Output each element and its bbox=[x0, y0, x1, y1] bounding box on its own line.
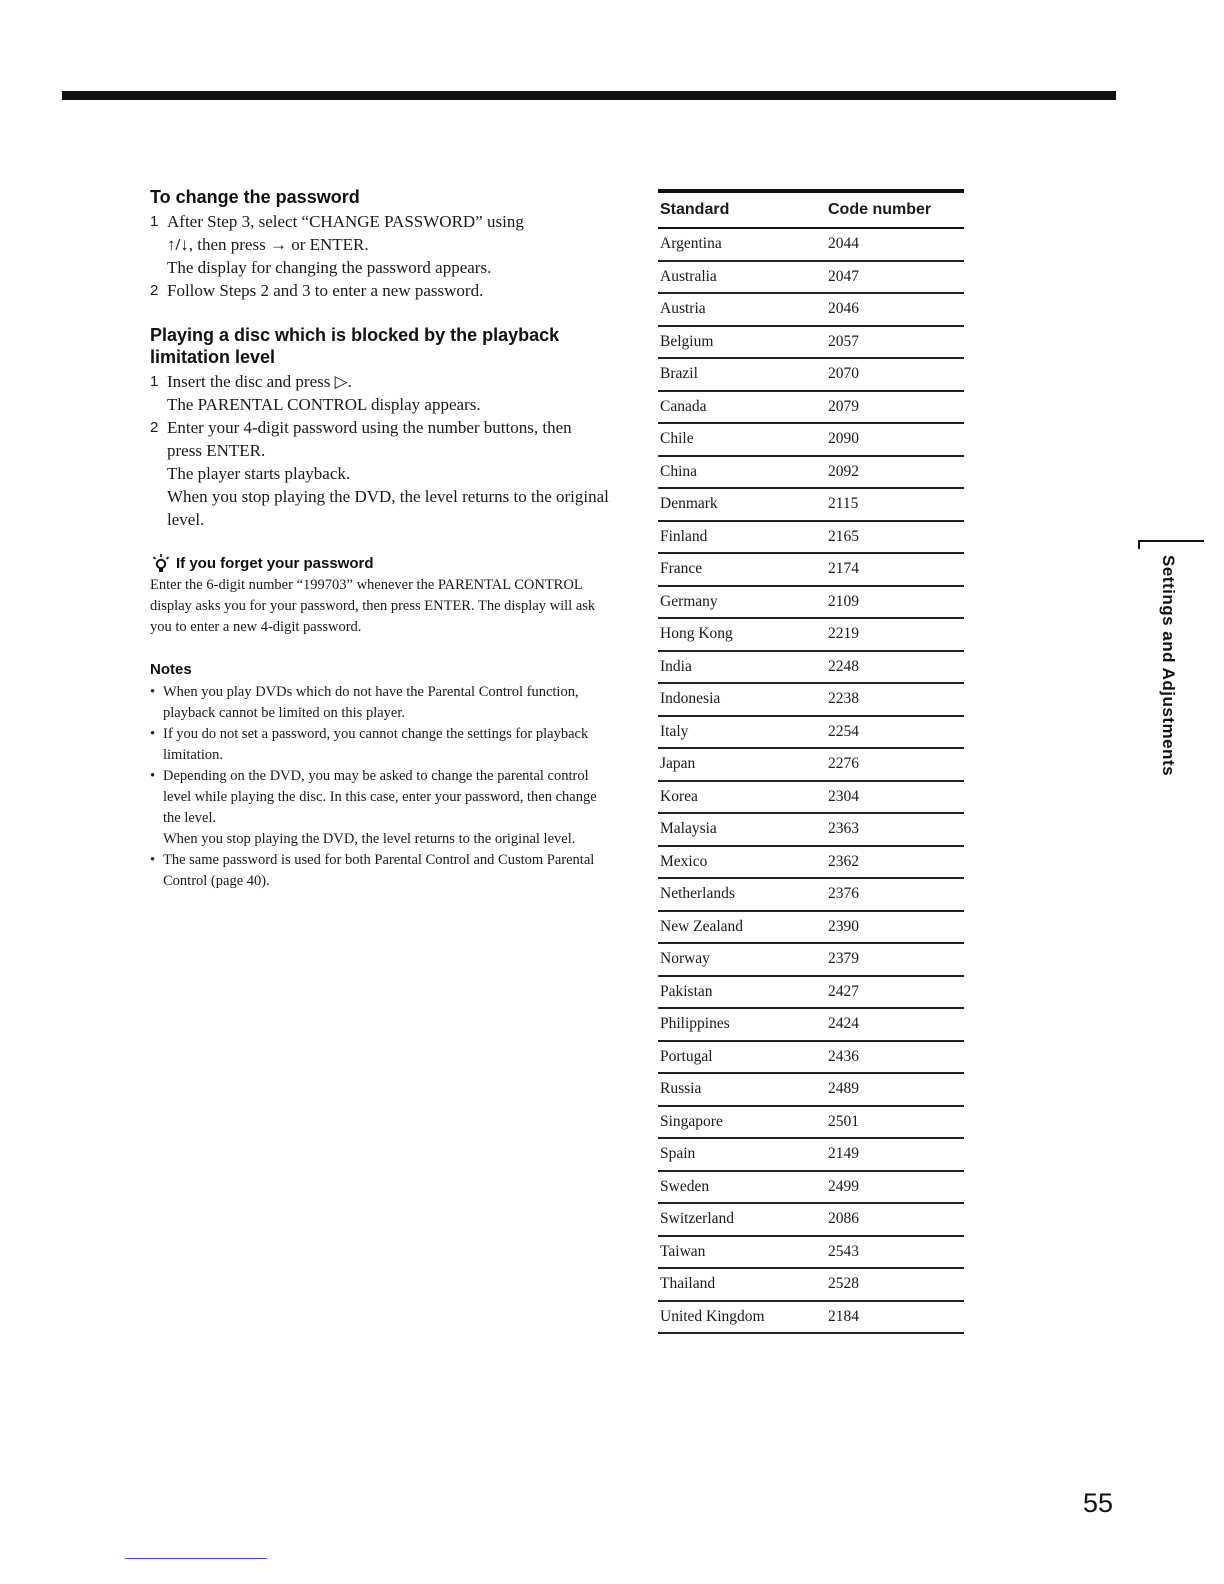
code-cell: 2070 bbox=[826, 358, 964, 391]
table-row bbox=[658, 423, 964, 456]
country-cell: Netherlands bbox=[658, 878, 826, 911]
code-cell: 2276 bbox=[826, 748, 964, 781]
right-arrow-icon: → bbox=[269, 235, 287, 254]
table-row bbox=[658, 846, 964, 879]
tip-title: If you forget your password bbox=[176, 555, 374, 572]
code-cell: 2046 bbox=[826, 293, 964, 326]
code-cell: 2501 bbox=[826, 1106, 964, 1139]
code-cell: 2238 bbox=[826, 683, 964, 716]
table-row bbox=[658, 293, 964, 326]
country-cell: Belgium bbox=[658, 326, 826, 359]
table-row bbox=[658, 521, 964, 554]
code-cell: 2379 bbox=[826, 943, 964, 976]
table-row bbox=[658, 618, 964, 651]
code-cell: 2248 bbox=[826, 651, 964, 684]
country-cell: Mexico bbox=[658, 846, 826, 879]
playing-blocked-step-2 bbox=[150, 416, 610, 531]
country-cell: Malaysia bbox=[658, 813, 826, 846]
code-cell: 2086 bbox=[826, 1203, 964, 1236]
table-row bbox=[658, 1236, 964, 1269]
table-row bbox=[658, 748, 964, 781]
table-row bbox=[658, 911, 964, 944]
country-cell: Italy bbox=[658, 716, 826, 749]
code-cell: 2092 bbox=[826, 456, 964, 489]
code-cell: 2174 bbox=[826, 553, 964, 586]
playing-blocked-title: Playing a disc which is blocked by the playback limitation level bbox=[150, 325, 560, 367]
country-cell: France bbox=[658, 553, 826, 586]
step-result: The display for changing the password appears. bbox=[167, 258, 492, 277]
country-cell: Pakistan bbox=[658, 976, 826, 1009]
country-cell: Denmark bbox=[658, 488, 826, 521]
tip-heading bbox=[150, 553, 610, 575]
tip-text: Enter the 6-digit number “199703” whenever the PARENTAL CONTROL display asks you for your password, then press ENTER. The display will ask you to enter a new 4-digit password. bbox=[150, 577, 596, 635]
table-row bbox=[658, 1301, 964, 1334]
code-cell: 2090 bbox=[826, 423, 964, 456]
country-cell: Canada bbox=[658, 391, 826, 424]
table-row bbox=[658, 683, 964, 716]
left-column bbox=[150, 186, 610, 892]
note-item: When you stop playing the DVD, the level returns to the original level. bbox=[163, 831, 576, 847]
code-cell: 2489 bbox=[826, 1073, 964, 1106]
step-text: Follow Steps 2 and 3 to enter a new password. bbox=[167, 281, 484, 300]
code-cell: 2436 bbox=[826, 1041, 964, 1074]
step-number: 1 bbox=[150, 213, 159, 230]
code-cell: 2219 bbox=[826, 618, 964, 651]
table-row bbox=[658, 261, 964, 294]
code-cell: 2149 bbox=[826, 1138, 964, 1171]
code-cell: 2528 bbox=[826, 1268, 964, 1301]
country-cell: United Kingdom bbox=[658, 1301, 826, 1334]
note-item: • If you do not set a password, you cannot change the settings for playback limitation. bbox=[150, 724, 610, 766]
step-number: 1 bbox=[150, 373, 159, 390]
code-cell: 2362 bbox=[826, 846, 964, 879]
table-row bbox=[658, 1073, 964, 1106]
step-text: Enter your 4-digit password using the number buttons, then press ENTER. bbox=[167, 418, 572, 460]
step-result: The PARENTAL CONTROL display appears. bbox=[167, 395, 481, 414]
up-down-arrows-icon: ↑/↓ bbox=[167, 235, 189, 254]
note-item: • When you play DVDs which do not have the Parental Control function, playback cannot be limited on this player. bbox=[150, 682, 610, 724]
header-standard: Standard bbox=[658, 191, 826, 228]
country-cell: Taiwan bbox=[658, 1236, 826, 1269]
change-password-step-2 bbox=[150, 279, 610, 302]
table-row bbox=[658, 1268, 964, 1301]
note-item: • Depending on the DVD, you may be asked to change the parental control level while playing the disc. In this case, enter your password, then change the level. bbox=[150, 766, 610, 829]
code-cell: 2109 bbox=[826, 586, 964, 619]
playing-blocked-steps bbox=[150, 370, 610, 531]
country-cell: Germany bbox=[658, 586, 826, 619]
note-item: • The same password is used for both Parental Control and Custom Parental Control (page 40). bbox=[150, 850, 610, 892]
country-cell: Spain bbox=[658, 1138, 826, 1171]
table-row bbox=[658, 488, 964, 521]
playing-blocked-step-1 bbox=[150, 370, 610, 416]
top-rule bbox=[62, 91, 1116, 100]
table-row bbox=[658, 586, 964, 619]
country-cell: Argentina bbox=[658, 228, 826, 261]
change-password-title: To change the password bbox=[150, 187, 360, 207]
table-row bbox=[658, 391, 964, 424]
country-cell: Indonesia bbox=[658, 683, 826, 716]
table-row bbox=[658, 1171, 964, 1204]
table-row bbox=[658, 716, 964, 749]
section-tab-marker bbox=[1138, 540, 1204, 542]
table-row bbox=[658, 781, 964, 814]
step-number: 2 bbox=[150, 282, 159, 299]
notes-list bbox=[150, 682, 610, 892]
table-row bbox=[658, 651, 964, 684]
country-cell: Thailand bbox=[658, 1268, 826, 1301]
table-row bbox=[658, 456, 964, 489]
table-row bbox=[658, 976, 964, 1009]
table-row bbox=[658, 1008, 964, 1041]
country-cell: India bbox=[658, 651, 826, 684]
country-cell: Austria bbox=[658, 293, 826, 326]
table-row bbox=[658, 326, 964, 359]
table-body bbox=[658, 228, 964, 1333]
bottom-rule bbox=[125, 1558, 267, 1559]
step-text: After Step 3, select “CHANGE PASSWORD” using bbox=[167, 212, 524, 231]
country-cell: China bbox=[658, 456, 826, 489]
country-cell: Norway bbox=[658, 943, 826, 976]
table-row bbox=[658, 1106, 964, 1139]
country-cell: Japan bbox=[658, 748, 826, 781]
code-cell: 2304 bbox=[826, 781, 964, 814]
code-cell: 2390 bbox=[826, 911, 964, 944]
code-cell: 2363 bbox=[826, 813, 964, 846]
country-cell: Philippines bbox=[658, 1008, 826, 1041]
code-cell: 2254 bbox=[826, 716, 964, 749]
step-note: When you stop playing the DVD, the level returns to the original level. bbox=[167, 487, 609, 529]
code-cell: 2499 bbox=[826, 1171, 964, 1204]
section-side-label: Settings and Adjustments bbox=[1159, 555, 1178, 777]
code-cell: 2057 bbox=[826, 326, 964, 359]
page-number: 55 bbox=[1083, 1488, 1114, 1518]
code-cell: 2184 bbox=[826, 1301, 964, 1334]
notes-title: Notes bbox=[150, 661, 192, 678]
country-cell: Sweden bbox=[658, 1171, 826, 1204]
country-cell: Chile bbox=[658, 423, 826, 456]
country-cell: Switzerland bbox=[658, 1203, 826, 1236]
country-cell: Russia bbox=[658, 1073, 826, 1106]
code-cell: 2376 bbox=[826, 878, 964, 911]
country-cell: Portugal bbox=[658, 1041, 826, 1074]
lightbulb-hint-icon bbox=[150, 553, 172, 575]
step-text-line: ↑/↓, then press → or ENTER. bbox=[167, 235, 369, 254]
table-row bbox=[658, 943, 964, 976]
code-cell: 2427 bbox=[826, 976, 964, 1009]
table-row bbox=[658, 1041, 964, 1074]
change-password-step-1 bbox=[150, 210, 610, 279]
country-cell: Singapore bbox=[658, 1106, 826, 1139]
header-code-number: Code number bbox=[826, 191, 964, 228]
code-cell: 2543 bbox=[826, 1236, 964, 1269]
code-cell: 2115 bbox=[826, 488, 964, 521]
country-cell: Korea bbox=[658, 781, 826, 814]
step-text: Insert the disc and press ▷. bbox=[167, 372, 352, 391]
code-cell: 2044 bbox=[826, 228, 964, 261]
table-row bbox=[658, 813, 964, 846]
country-cell: New Zealand bbox=[658, 911, 826, 944]
table-row bbox=[658, 878, 964, 911]
code-cell: 2165 bbox=[826, 521, 964, 554]
table-row bbox=[658, 1203, 964, 1236]
step-result: The player starts playback. bbox=[167, 464, 351, 483]
country-cell: Brazil bbox=[658, 358, 826, 391]
code-cell: 2047 bbox=[826, 261, 964, 294]
code-cell: 2424 bbox=[826, 1008, 964, 1041]
change-password-steps bbox=[150, 210, 610, 302]
table-header-row bbox=[658, 191, 964, 228]
country-cell: Finland bbox=[658, 521, 826, 554]
table-row bbox=[658, 228, 964, 261]
country-cell: Australia bbox=[658, 261, 826, 294]
table-row bbox=[658, 1138, 964, 1171]
country-cell: Hong Kong bbox=[658, 618, 826, 651]
country-code-table bbox=[658, 189, 964, 1334]
table-row bbox=[658, 553, 964, 586]
table-row bbox=[658, 358, 964, 391]
step-number: 2 bbox=[150, 419, 159, 436]
code-cell: 2079 bbox=[826, 391, 964, 424]
